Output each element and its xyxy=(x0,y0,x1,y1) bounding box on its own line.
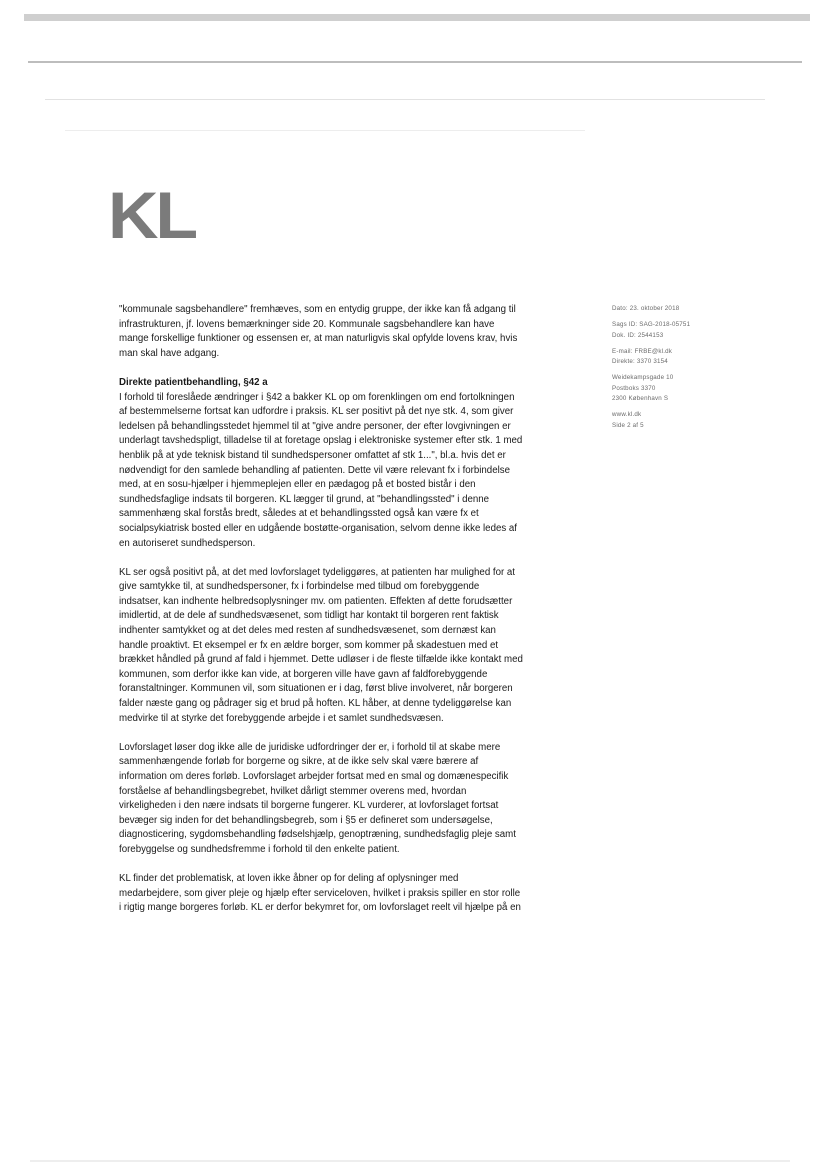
paragraph: Lovforslaget løser dog ikke alle de juridiske udfordringer der er, i forhold til at skabe mere sammenhængende forløb for borgerne og sikre, at de ikke selv skal være bærere af information om deres forløb. Lovforslaget arbejder fortsat med en smal og domænespecifik forståelse af behandlingsbegrebet, hvilket dårligt stemmer overens med, hvordan virkeligheden i den nære indsats til borgerne fungerer. KL vurderer, at lovforslaget fortsat bevæger sig inden for det behandlingsbegreb, som i §5 er defineret som undersøgelse, diagnosticering, sygdomsbehandling fødselshjælp, genoptræning, sundhedsfaglig pleje samt forebyggelse og sundhedsfremme i forhold til den enkelte patient. xyxy=(119,741,516,855)
website-line: www.kl.dk xyxy=(612,411,642,419)
address-line: Weidekampsgade 10 xyxy=(612,374,674,382)
date-block xyxy=(612,304,732,314)
paragraph: I forhold til foreslåede ændringer i §42 a bakker KL op om forenklingen om end fortolkningen af bestemmelserne fortsat kan udfordre i praksis. KL ser positivt på det nye stk. 4, som giver ledelsen på behandlingsstedet hjemmel til at "give andre personer, der efter lovgivningen er underlagt tavshedspligt, tilladelse til at foretage opslag i elektroniske systemer efter stk. 1 med henblik på at yde teknisk bistand til sundhedspersoner omfattet af stk 1...", bl.a. hvis det er nødvendigt for den samlede behandling af patienten. Dette vil være relevant fx i forbindelse med, at en sosu-hjælper i hjemmeplejen eller en pædagog på et bosted bistår i den sundhedsfaglige indsats til borgeren. KL lægger til grund, at "behandlingssted" i denne sammenhæng skal forstås bredt, således at et behandlingssted også kan være fx et socialpsykiatrisk bosted eller en udgående bostøtte-organisation, selvom denne ikke ledes af en autoriseret sundhedsperson. xyxy=(119,391,523,549)
doc-id-line: Dok. ID: 2544153 xyxy=(612,331,664,339)
address-line: 2300 København S xyxy=(612,395,669,403)
scan-edge-bottom xyxy=(30,1160,790,1162)
address-line: Postboks 3370 xyxy=(612,384,656,392)
page-number: Side 2 af 5 xyxy=(612,421,644,429)
scan-artifact-line xyxy=(28,61,802,63)
section xyxy=(119,376,523,551)
contact-block xyxy=(612,347,732,368)
web-page-block xyxy=(612,410,732,431)
letter-body xyxy=(119,303,523,931)
case-id-block xyxy=(612,320,732,341)
address-block xyxy=(612,373,732,404)
date-line: Dato: 23. oktober 2018 xyxy=(612,305,680,312)
paragraph: KL ser også positivt på, at det med lovforslaget tydeliggøres, at patienten har mulighed for at give samtykke til, at sundhedspersoner, fx i forbindelse med tilbud om forebyggende indsatser, kan indhente helbredsoplysninger mv. om patienten. Effekten af dette forudsætter imidlertid, at de dele af sundhedsvæsenet, som tidligt har kontakt til borgeren rent faktisk indhenter samtykket og at det deles med resten af sundhedsvæsenet, som dernæst kan handle proaktivt. Et eksempel er fx en ældre borger, som kommer på skadestuen med et brækket håndled på grund af fald i hjemmet. Dette udløser i de fleste tilfælde ikke kontakt med kommunen, som derfor ikke kan vide, at borgeren ville have gavn af faldforebyggende foranstaltninger. Kommunen vil, som situationen er i dag, først blive involveret, når borgeren falder næste gang og pådrager sig et brud på hoften. KL håber, at denne tydeliggørelse kan medvirke til at styrke det forebyggende arbejde i et samlet sundhedsvæsen. xyxy=(119,566,523,724)
scan-artifact-line xyxy=(65,130,585,131)
kl-logo: KL xyxy=(108,178,195,252)
phone-line: Direkte: 3370 3154 xyxy=(612,358,668,366)
scan-artifact-line xyxy=(45,99,765,100)
scan-edge-top xyxy=(24,14,810,21)
paragraph: KL finder det problematisk, at loven ikke åbner op for deling af oplysninger med medarbejdere, som giver pleje og hjælp efter serviceloven, hvilket i praksis spiller en stor rolle i rigtig mange borgeres forløb. KL er derfor bekymret for, om lovforslaget reelt vil hjælpe på en xyxy=(119,873,521,914)
email-line: E-mail: FRBE@kl.dk xyxy=(612,347,673,355)
section-heading: Direkte patientbehandling, §42 a xyxy=(119,376,268,388)
sender-info-column xyxy=(612,304,732,437)
paragraph: "kommunale sagsbehandlere" fremhæves, som en entydig gruppe, der ikke kan få adgang til infrastrukturen, jf. lovens bemærkninger side 20. Kommunale sagsbehandlere kan have mange forskellige funktioner og essensen er, at man naturligvis skal opfylde lovens krav, hvis man skal have adgang. xyxy=(119,304,518,359)
case-id-line: Sags ID: SAG-2018-05751 xyxy=(612,321,691,329)
